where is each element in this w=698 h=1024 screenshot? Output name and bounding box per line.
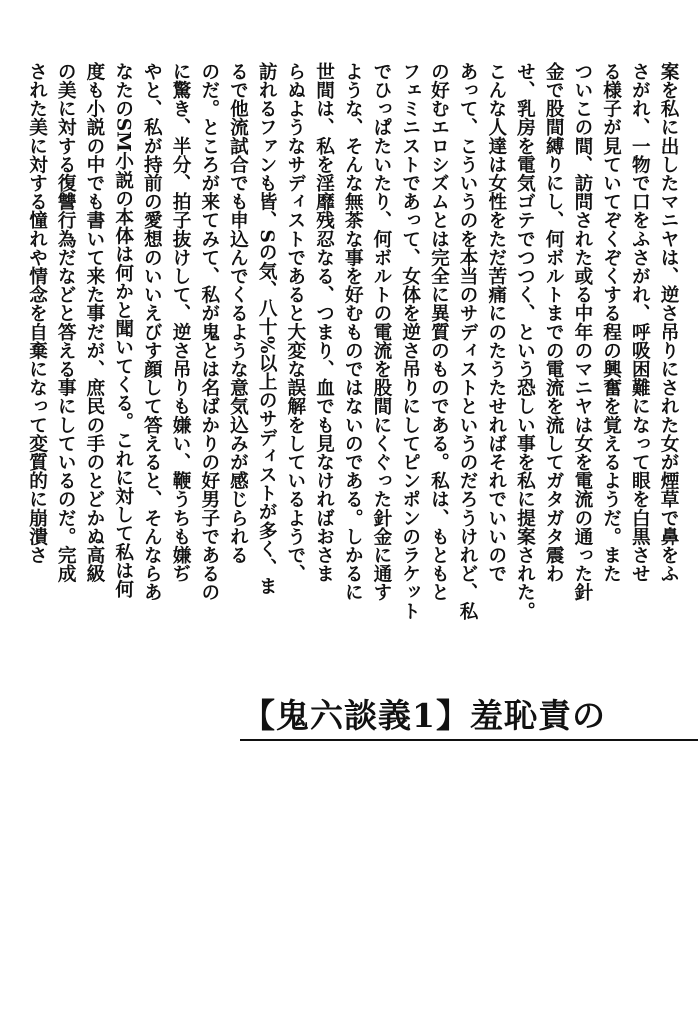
body-text — [26, 62, 682, 620]
text-column: 度も小説の中でも書いて来た事だが、庶民の手のとどかぬ高級 — [83, 62, 105, 583]
text-column: やと、私が持前の愛想のいいえびす顔して答えると、そんならあ — [141, 62, 163, 602]
text-column: の好むエロシズムとは完全に異質のものである。私は、もともと — [428, 62, 450, 602]
text-column: された美に対する憧れや情念を自棄になって変質的に崩潰さ — [26, 62, 48, 565]
section-heading: 【鬼六談義1】羞恥責の — [242, 696, 606, 735]
text-column: 世間は、私を淫靡残忍なる、つまり、血でも見なければおさま — [313, 62, 335, 583]
text-column: さがれ、一物で口をふさがれ、呼吸困難になって眼を白黒させ — [629, 62, 651, 583]
text-column: でひっぱたいたり、何ボルトの電流を股間にくぐった針金に通す — [370, 62, 392, 602]
heading-underline — [240, 739, 698, 741]
text-column: ついこの間、訪問された或る中年のマニヤは女を電流の通った針 — [571, 62, 593, 602]
text-column: 訪れるファンも皆、Sの気、八十%以上のサディストが多く、ま — [256, 62, 278, 596]
text-column: 案を私に出したマニヤは、逆さ吊りにされた女が煙草で鼻をふ — [658, 62, 679, 583]
text-column: フェミニストであって、女体を逆さ吊りにしてピンポンのラケット — [399, 62, 421, 620]
text-column: こんな人達は女性をただ苦痛にのたうたせればそれでいいので — [485, 62, 507, 583]
text-column: る様子が見ていてぞくぞくする程の興奮を覚えるようだ。また — [600, 62, 622, 583]
text-column: らぬようなサディストであると大変な誤解をしているようで、 — [284, 62, 306, 583]
text-column: 金で股間縛りにし、何ボルトまでの電流を流してガタガタ震わ — [543, 62, 565, 583]
text-column: の美に対する復讐行為だなどと答える事にしているのだ。完成 — [55, 62, 77, 583]
text-column: あって、こういうのを本当のサディストというのだろうけれど、私 — [457, 62, 479, 620]
text-column: に驚き、半分、拍子抜けして、逆さ吊りも嫌い、鞭うちも嫌ぢ — [170, 62, 192, 583]
text-column: ような、そんな無茶な事を好むものではないのである。しかるに — [342, 62, 364, 602]
text-column: せ、乳房を電気ゴテでつつく、という恐しい事を私に提案された。 — [514, 62, 536, 620]
text-column: のだ。ところが来てみて、私が鬼とは名ばかりの好男子であるの — [198, 62, 220, 602]
text-column: なたのSM小説の本体は何かと聞いてくる。これに対して私は何 — [112, 62, 134, 599]
text-column: るで他流試合でも申込んでくるような意気込みが感じられる — [227, 62, 249, 565]
